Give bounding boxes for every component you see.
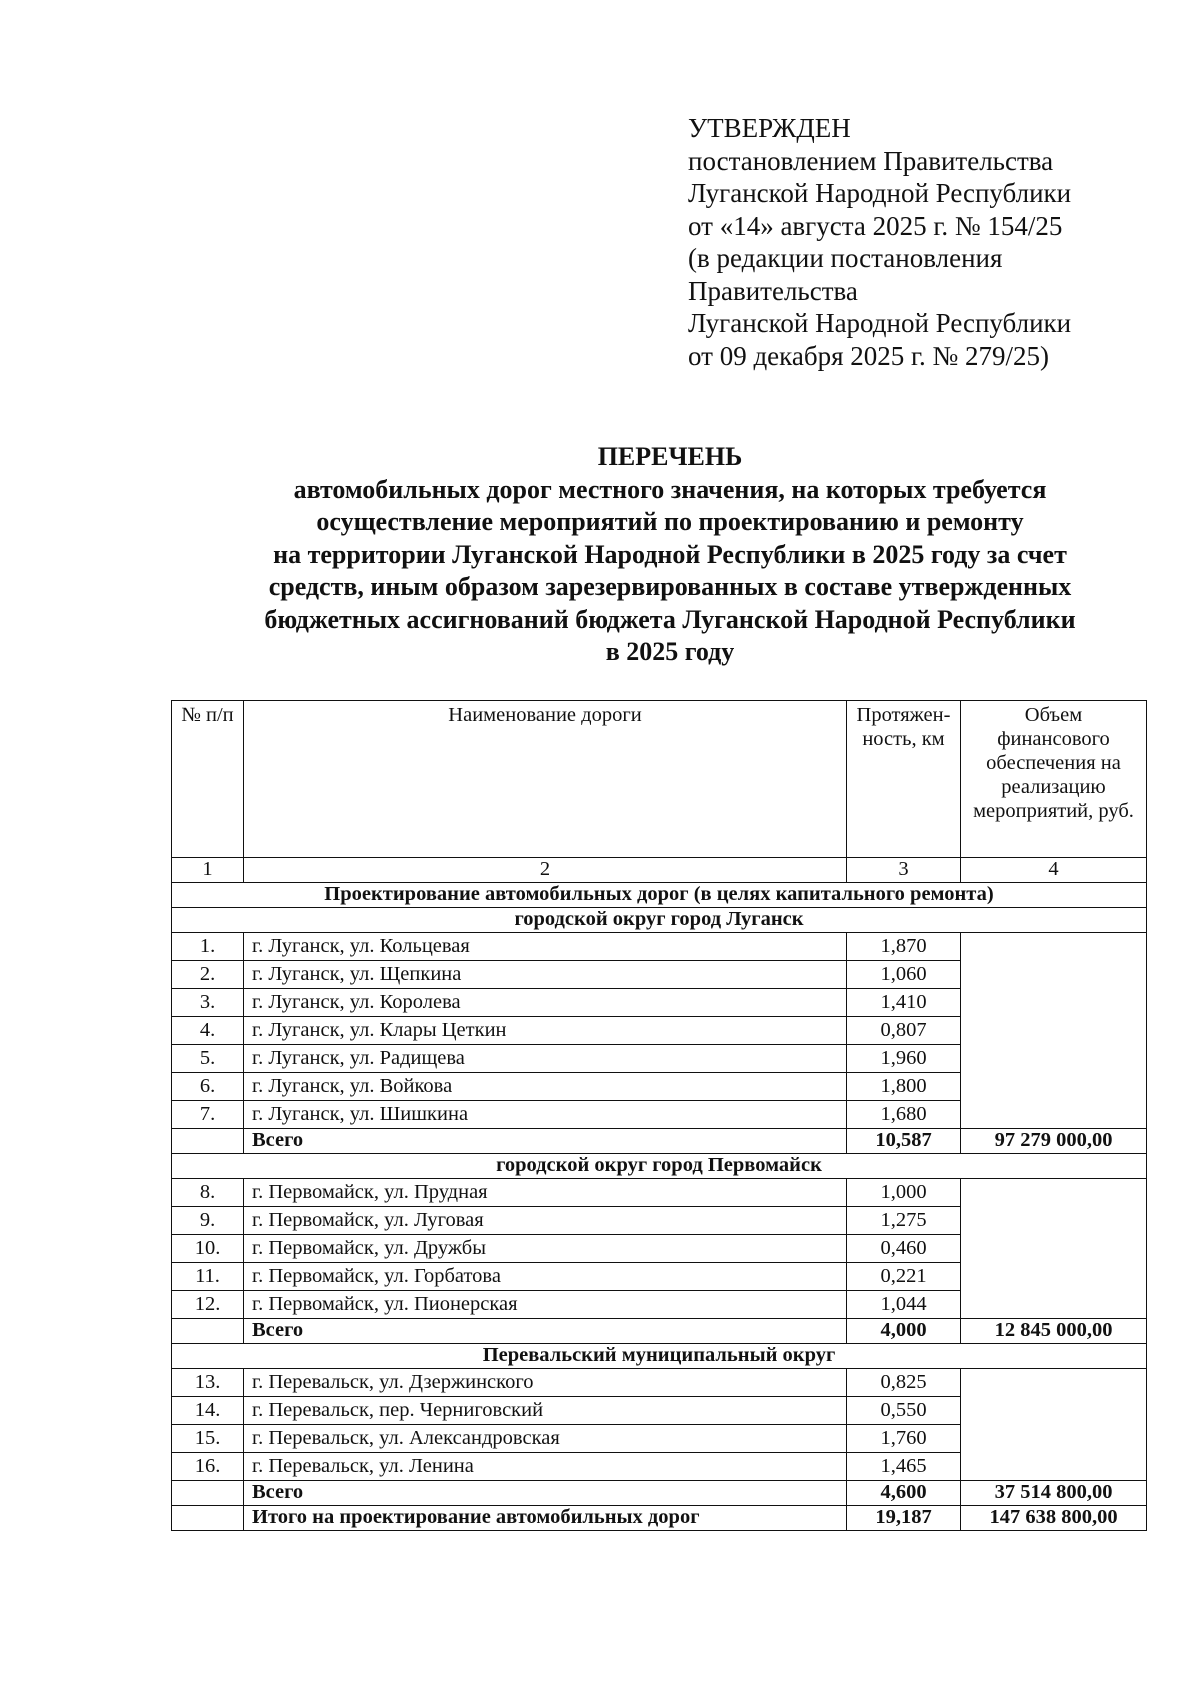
row-number: 9. bbox=[172, 1207, 244, 1235]
road-name: г. Перевальск, ул. Ленина bbox=[244, 1453, 847, 1481]
header-name: Наименование дороги bbox=[244, 701, 847, 858]
row-number: 7. bbox=[172, 1101, 244, 1129]
funding-merged-cell bbox=[961, 1179, 1147, 1319]
road-name: г. Луганск, ул. Шишкина bbox=[244, 1101, 847, 1129]
road-length: 1,760 bbox=[847, 1425, 961, 1453]
road-name: г. Первомайск, ул. Дружбы bbox=[244, 1235, 847, 1263]
group-title: Перевальский муниципальный округ bbox=[172, 1344, 1147, 1369]
row-number: 10. bbox=[172, 1235, 244, 1263]
total-empty-cell bbox=[172, 1129, 244, 1154]
grand-total-label: Итого на проектирование автомобильных дорог bbox=[244, 1506, 847, 1531]
row-number: 16. bbox=[172, 1453, 244, 1481]
grand-total-empty-cell bbox=[172, 1506, 244, 1531]
header-num: № п/п bbox=[172, 701, 244, 858]
approval-line: Луганской Народной Республики bbox=[688, 178, 1072, 208]
approval-block bbox=[688, 112, 1071, 372]
road-name: г. Луганск, ул. Кольцевая bbox=[244, 933, 847, 961]
total-length: 4,000 bbox=[847, 1319, 961, 1344]
group-title-row bbox=[172, 1154, 1147, 1179]
grand-total-row bbox=[172, 1506, 1147, 1531]
table-row bbox=[172, 1369, 1147, 1397]
total-sum: 12 845 000,00 bbox=[961, 1319, 1147, 1344]
roads-table bbox=[171, 700, 1147, 1531]
road-length: 1,870 bbox=[847, 933, 961, 961]
row-number: 4. bbox=[172, 1017, 244, 1045]
road-name: г. Первомайск, ул. Горбатова bbox=[244, 1263, 847, 1291]
road-length: 0,825 bbox=[847, 1369, 961, 1397]
grand-total-sum: 147 638 800,00 bbox=[961, 1506, 1147, 1531]
group-title: городской округ город Луганск bbox=[172, 908, 1147, 933]
approval-line: постановлением Правительства bbox=[688, 145, 1054, 176]
row-number: 1. bbox=[172, 933, 244, 961]
total-label: Всего bbox=[244, 1129, 847, 1154]
row-number: 15. bbox=[172, 1425, 244, 1453]
table-row bbox=[172, 1179, 1147, 1207]
total-empty-cell bbox=[172, 1481, 244, 1506]
road-length: 0,221 bbox=[847, 1263, 961, 1291]
approval-line: от 09 декабря 2025 г. № 279/25) bbox=[688, 340, 1050, 371]
road-length: 1,800 bbox=[847, 1073, 961, 1101]
column-number: 4 bbox=[961, 858, 1147, 883]
header-funding: Объем финансового обеспечения на реализацию мероприятий, руб. bbox=[961, 701, 1147, 858]
title-line: автомобильных дорог местного значения, на которых требуется bbox=[293, 474, 1047, 504]
row-number: 14. bbox=[172, 1397, 244, 1425]
road-length: 1,410 bbox=[847, 989, 961, 1017]
row-number: 5. bbox=[172, 1045, 244, 1073]
road-name: г. Первомайск, ул. Луговая bbox=[244, 1207, 847, 1235]
row-number: 6. bbox=[172, 1073, 244, 1101]
document-title bbox=[170, 441, 1170, 669]
header-length: Протяжен-ность, км bbox=[847, 701, 961, 858]
group-title-row bbox=[172, 908, 1147, 933]
road-length: 1,000 bbox=[847, 1179, 961, 1207]
title-line: средств, иным образом зарезервированных в составе утвержденных bbox=[268, 572, 1072, 601]
title-line: бюджетных ассигнований бюджета Луганской Народной Республики bbox=[264, 604, 1076, 634]
column-numbers-row bbox=[172, 858, 1147, 883]
approval-line: от «14» августа 2025 г. № 154/25 bbox=[688, 210, 1063, 241]
road-name: г. Луганск, ул. Радищева bbox=[244, 1045, 847, 1073]
section-title: Проектирование автомобильных дорог (в целях капитального ремонта) bbox=[172, 883, 1147, 908]
column-number: 3 bbox=[847, 858, 961, 883]
grand-total-length: 19,187 bbox=[847, 1506, 961, 1531]
total-length: 10,587 bbox=[847, 1129, 961, 1154]
title-line: на территории Луганской Народной Республики в 2025 году за счет bbox=[273, 539, 1067, 569]
table-header-row bbox=[172, 701, 1147, 858]
table-row bbox=[172, 933, 1147, 961]
approval-line: (в редакции постановления bbox=[688, 243, 1003, 273]
road-length: 0,460 bbox=[847, 1235, 961, 1263]
title-line: ПЕРЕЧЕНЬ bbox=[597, 442, 743, 471]
funding-merged-cell bbox=[961, 1369, 1147, 1481]
group-title: городской округ город Первомайск bbox=[172, 1154, 1147, 1179]
approval-line: Правительства bbox=[688, 275, 858, 306]
approval-line: УТВЕРЖДЕН bbox=[688, 113, 851, 143]
column-number: 1 bbox=[172, 858, 244, 883]
group-title-row bbox=[172, 1344, 1147, 1369]
row-number: 12. bbox=[172, 1291, 244, 1319]
total-sum: 37 514 800,00 bbox=[961, 1481, 1147, 1506]
row-number: 13. bbox=[172, 1369, 244, 1397]
funding-merged-cell bbox=[961, 933, 1147, 1129]
total-sum: 97 279 000,00 bbox=[961, 1129, 1147, 1154]
road-name: г. Перевальск, ул. Дзержинского bbox=[244, 1369, 847, 1397]
road-length: 1,960 bbox=[847, 1045, 961, 1073]
road-name: г. Луганск, ул. Войкова bbox=[244, 1073, 847, 1101]
road-length: 0,807 bbox=[847, 1017, 961, 1045]
road-name: г. Перевальск, ул. Александровская bbox=[244, 1425, 847, 1453]
total-label: Всего bbox=[244, 1319, 847, 1344]
road-name: г. Луганск, ул. Королева bbox=[244, 989, 847, 1017]
row-number: 2. bbox=[172, 961, 244, 989]
total-label: Всего bbox=[244, 1481, 847, 1506]
road-length: 1,060 bbox=[847, 961, 961, 989]
road-name: г. Перевальск, пер. Черниговский bbox=[244, 1397, 847, 1425]
row-number: 3. bbox=[172, 989, 244, 1017]
section-title-row bbox=[172, 883, 1147, 908]
road-length: 0,550 bbox=[847, 1397, 961, 1425]
title-line: в 2025 году bbox=[605, 637, 735, 666]
road-name: г. Луганск, ул. Щепкина bbox=[244, 961, 847, 989]
road-name: г. Луганск, ул. Клары Цеткин bbox=[244, 1017, 847, 1045]
road-length: 1,680 bbox=[847, 1101, 961, 1129]
total-empty-cell bbox=[172, 1319, 244, 1344]
row-number: 11. bbox=[172, 1263, 244, 1291]
road-length: 1,275 bbox=[847, 1207, 961, 1235]
road-length: 1,044 bbox=[847, 1291, 961, 1319]
road-name: г. Первомайск, ул. Пионерская bbox=[244, 1291, 847, 1319]
road-name: г. Первомайск, ул. Прудная bbox=[244, 1179, 847, 1207]
group-total-row bbox=[172, 1319, 1147, 1344]
group-total-row bbox=[172, 1129, 1147, 1154]
total-length: 4,600 bbox=[847, 1481, 961, 1506]
group-total-row bbox=[172, 1481, 1147, 1506]
row-number: 8. bbox=[172, 1179, 244, 1207]
approval-line: Луганской Народной Республики bbox=[688, 308, 1072, 338]
title-line: осуществление мероприятий по проектированию и ремонту bbox=[316, 507, 1024, 536]
column-number: 2 bbox=[244, 858, 847, 883]
road-length: 1,465 bbox=[847, 1453, 961, 1481]
